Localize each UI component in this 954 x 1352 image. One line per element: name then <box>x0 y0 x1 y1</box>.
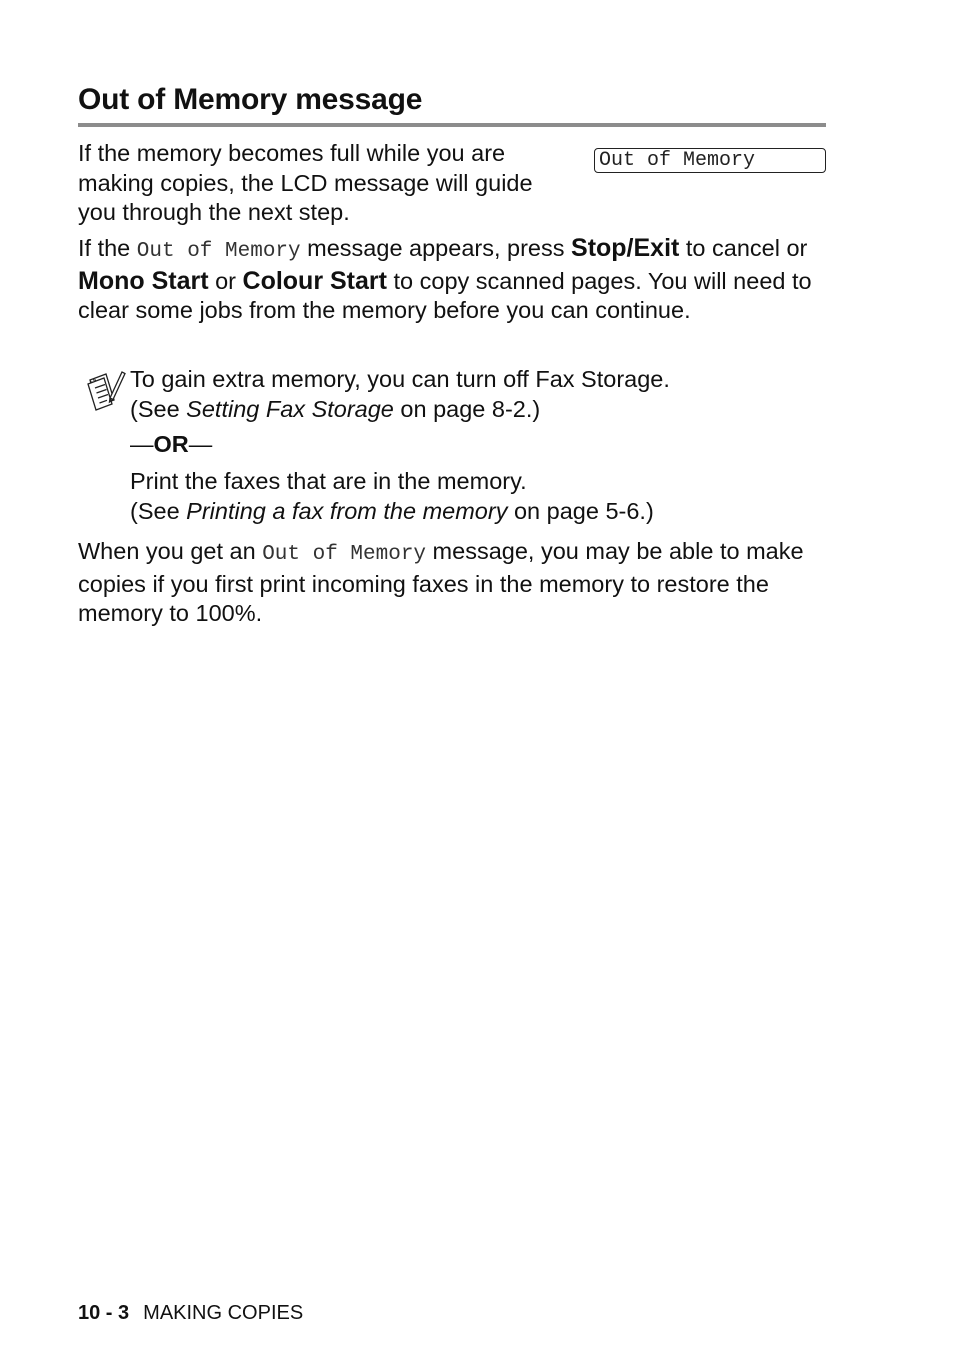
lcd-display: Out of Memory <box>594 148 826 173</box>
note-extra-memory <box>130 365 810 424</box>
intro-paragraph: If the memory becomes full while you are making copies, the LCD message will guide you through the next step. <box>78 140 533 225</box>
lcd-message-inline: Out of Memory <box>262 543 427 566</box>
note-line: Print the faxes that are in the memory. <box>130 468 527 494</box>
closing-paragraph <box>78 537 826 629</box>
page-title: Out of Memory message <box>78 83 423 116</box>
key-colour-start: Colour Start <box>242 266 387 295</box>
text-run: (See <box>130 497 187 524</box>
or-separator <box>130 430 810 460</box>
key-mono-start: Mono Start <box>78 266 209 295</box>
text-run: message, you may be able to make copies if you first print incoming faxes in the memory to restore the memory to 100%. <box>78 538 804 626</box>
em-dash: — <box>188 431 213 457</box>
title-rule <box>78 123 826 127</box>
section-name: MAKING COPIES <box>143 1302 304 1324</box>
key-stop-exit: Stop/Exit <box>571 234 680 262</box>
page-number: 10 - 3 <box>78 1302 130 1324</box>
or-word: OR <box>153 431 189 457</box>
text-run: If the <box>78 235 137 261</box>
text-run: on page 8-2.) <box>393 395 541 422</box>
text-run: message appears, press <box>300 235 572 261</box>
text-run: (See <box>130 395 187 422</box>
text-run: to copy scanned pages. You will need to clear some jobs from the memory before you can continue. <box>78 267 812 323</box>
instruction-paragraph <box>78 234 826 326</box>
cross-reference: Printing a fax from the memory <box>186 497 508 524</box>
page-footer <box>78 1300 303 1326</box>
note-print-faxes <box>130 467 810 526</box>
cross-reference: Setting Fax Storage <box>186 395 394 422</box>
text-run: on page 5-6.) <box>507 497 654 524</box>
lcd-message-inline: Out of Memory <box>136 240 301 263</box>
note-line: To gain extra memory, you can turn off Fax Storage. <box>130 366 670 392</box>
text-run: or <box>208 267 243 294</box>
note-pad-pencil-icon <box>86 368 126 412</box>
em-dash: — <box>130 431 154 457</box>
text-run: to cancel or <box>679 235 808 261</box>
text-run: When you get an <box>78 538 263 564</box>
